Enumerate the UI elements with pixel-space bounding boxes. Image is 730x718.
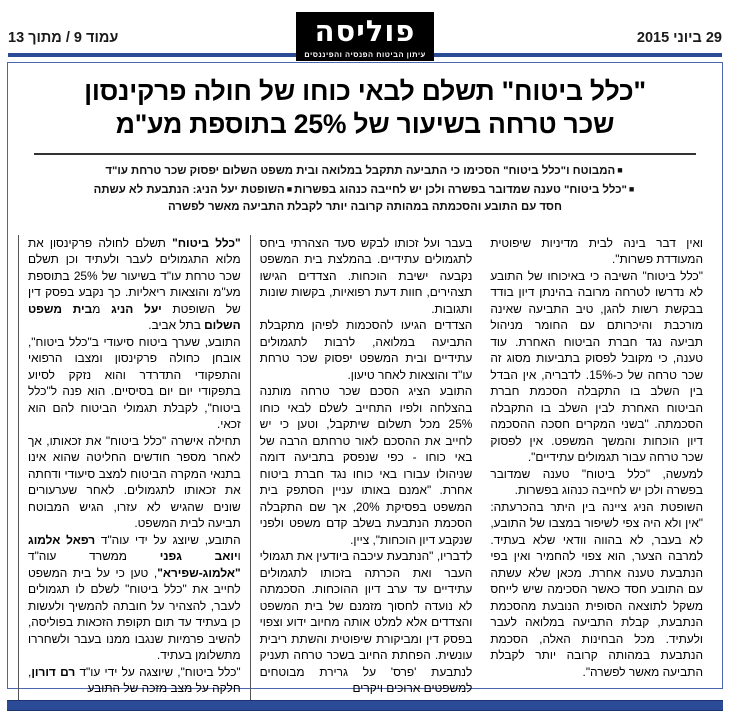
judge-name-bold: יעל הניג: [111, 301, 162, 316]
masthead-rule-right: [430, 53, 722, 57]
lead-in-bold: "כלל ביטוח": [172, 235, 241, 250]
bullet-text-2b: השופטת יעל הניג: הנתבעת לא עשתה: [93, 183, 285, 196]
publication-logo-text: פוליסה: [296, 12, 434, 50]
paragraph: "כלל ביטוח" השיבה כי באיכוחו של התובע לא נדרשו לטרחה מרובה בהינתן דיון בודד בבקשת רשות להגן, טיב התביעה שאינה מורכבת והיכרותם עם החומר מניהול תביעה נגד חברת הביטוח האחרת. עוד טענה, כי מקובל לפסוק בתביעות מסוג זה שכר טרחה של כ-15%. לדבריה, אין הבדל בין השלב בו התקבלה הסכמת חברת הביטוח האחרת לבין השלב בו התקבלה הסכמתה. "בשני המקרים חסכה ההסכמה דיון הוכחות והמשך המשפט. אין לפסוק שכר טרחה עבור תגמולים עתידיים".: [490, 268, 704, 464]
paragraph-text: "כלל ביטוח", שיוצגה על ידי עו"ד: [75, 664, 241, 679]
paragraph-text: , טען כי על בית המשפט לחייב את "כלל ביטוח" לשלם לו תגמולים לעבר, להצהיר על חובתה להמשיך ולעשות כן בעתיד עד תום תקופת הזכאות בפוליסה, להשיב פרמיות שנגבו ממנו בעבר ולשחררו מתשלומן בעתיד.: [28, 565, 241, 662]
publication-logo: [296, 12, 434, 61]
paragraph: ואין דבר בינה לבית מדיניות שיפוטית המעודדת פשרות".: [490, 235, 704, 266]
issue-date-label: 29 ביוני 2015: [636, 30, 722, 46]
lawyer-name-bold: יואב גפני: [159, 549, 238, 563]
publication-logo-subtitle: עיתון הביטוח הפנסיה והפיננסים: [296, 50, 434, 61]
lawyer-name-bold: רפאל אלמוג: [28, 532, 96, 547]
headline-divider: [34, 153, 696, 155]
bullet-line-2: [32, 181, 698, 200]
paragraph: [28, 664, 241, 697]
paragraph-text: ו: [237, 549, 241, 563]
paragraph-text: בתל אביב.: [148, 318, 205, 332]
article-headline: [8, 63, 722, 147]
paragraph: התובע הציג הסכם שכר טרחה מותנה בהצלחה ולפיו התחייב לשלם לבאי כוחו 25% מכל תשלום שיתקבל, וטען כי יש לחייב את ההסכם לאור טרחתם הרבה של באי כוחו - כפי שנפסק בתביעה דומה שניהולו עבורו באי כוחו נגד חברת ביטוח אחרת. "אמנם באותו עניין הסתפק בית המשפט בפסיקת 20%, אך שם התקבלה הסכמת הנתבעת בשלב קדם משפט ולפני שנקבע דיון הוכחות", ציין.: [259, 384, 473, 547]
paragraph: התובע, שערך ביטוח סיעודי ב"כלל ביטוח", אובחן כחולה פרקינסון ומצבו הרפואי והתפקודי התדרדר והוא נזקק לסיוע בתפקודי יום יום בסיסיים. הוא פנה ל"כלל ביטוח", לקבלת תגמולי הביטוח להם הוא זכאי.: [28, 334, 241, 431]
paragraph: לדבריו, "הנתבעת עיכבה ביודעין את תגמולי העבר ואת הכרתה בזכותו לתגמולים עתידיים עד ערב דיון ההוכחות. הסכמתה לא נועדה לחסוך מזמנם של בית המשפט והצדדים אלא למלט אותה מחיוב ידוע וצפוי בפסק דין ומביקורת שיפוטית והשתת ריבית עונשית. הפחתת החיוב בשכר טרחה תעניק לנתבעת 'פרס' על גרירת מבוטחים למשפטים ארוכים ויקרים: [259, 549, 473, 695]
page-number-label: עמוד 9 / מתוך 13: [8, 30, 119, 46]
paragraph: [28, 532, 241, 664]
masthead: [0, 0, 730, 58]
paragraph-text: מ: [92, 301, 112, 316]
paragraph-text: תשלם לחולה פרקינסון את מלוא התגמולים לעבר ולעתיד וכן תשלם שכר טרחת עו"ד בשיעור של 25% בתוספת מע"מ והוצאות ריאליות. כך נקבע בפסק דין של השופטת: [28, 235, 241, 316]
bullet-line-3: [32, 199, 698, 217]
law-firm-bold: "אלמוג-שפירא": [157, 565, 241, 580]
column-right: [18, 235, 250, 711]
article-subheadline-bullets: [8, 162, 722, 217]
bullet-text-1: המבוטח ו"כלל ביטוח" הסכימו כי התביעה תתקבל במלואה ובית משפט השלום יפסוק שכר טרחת עו"ד: [105, 165, 616, 177]
page-footer-bar: [7, 700, 723, 711]
paragraph: [28, 235, 241, 334]
headline-line-2: שכר טרחה בשיעור של 25% בתוספת מע"מ: [115, 109, 615, 139]
paragraph-text: התובע, שיוצג על ידי עוה"ד: [95, 532, 241, 547]
paragraph-text: , חלקה על מצב מזכה של התובע: [28, 664, 241, 695]
article-body-columns: [18, 235, 712, 711]
lawyer-name-bold: רם דורון: [31, 664, 76, 679]
paragraph: למעשה, "כלל ביטוח" טענה שמדובר בפשרה ולכן יש לחייבה כנהוג בפשרות.: [490, 466, 704, 497]
paragraph: תחילה אישרה "כלל ביטוח" את זכאותו, אך לאחר מספר חודשים החליטה שהוא אינו בתנאי המקרה הביטוח למצב סיעודי ודחתה את זכאותו לתגמולים. לאחר שערעורים שונים שהגיש לא עזרו, הגיש המבוטח תביעה לבית המשפט.: [28, 433, 241, 530]
masthead-rule-left: [8, 53, 300, 57]
paragraph-text: ממשרד עוה"ד: [28, 549, 160, 563]
column-left: [481, 235, 712, 711]
bullet-line-1: [32, 162, 698, 181]
headline-line-1: "כלל ביטוח" תשלם לבאי כוחו של חולה פרקינסון: [84, 76, 646, 106]
article-container: [7, 62, 723, 695]
paragraph: השופטת הניג ציינה בין היתר בהכרעתה: "אין ולא היה צפי לשיפור במצבו של התובע, לא בעבר, לא בהווה וודאי שלא בעתיד. למרבה הצער, הוא צפוי להחמיר ואין בפי הנתבעת טענה אחרת. מכאן שלא עשתה עם התובע חסד כאשר הסכימה שיש לייחס משקל לתוצאה הסופית הנובעת מהסכמת הנתבעת, קבלת התביעה במלואה לעבר ולעתיד. מכל הבחינות האלה, הסכמת הנתבעת במהותה קרובה יותר לקבלת התביעה מאשר לפשרה".: [490, 499, 704, 679]
bullet-marker-icon: ■: [628, 183, 635, 194]
column-middle: [250, 235, 482, 711]
bullet-text-3: חסד עם התובע והסכמתה במהותה קרובה יותר לקבלת התביעה מאשר לפשרה: [168, 201, 562, 213]
bullet-marker-icon: ■: [286, 183, 293, 194]
paragraph: הצדדים הגיעו להסכמות לפיהן מתקבלת התביעה במלואה, לרבות לתגמולים עתידיים ובית המשפט יפסוק שכר טרחת עו"ד והוצאות לאחר טיעון.: [259, 318, 473, 382]
bullet-marker-icon: ■: [617, 165, 623, 175]
paragraph: בעבר ועל זכותו לבקש סעד הצהרתי ביחס לתגמולים עתידיים. בהמלצת בית המשפט נקבעה ישיבת הוכחות. הצדדים הגישו תצהירים, חוות דעת רפואיות, בקשות שונות ותגובות.: [259, 235, 473, 316]
bullet-text-2: "כלל ביטוח" טענה שמדובר בפשרה ולכן יש לחייבה כנהוג בפשרות: [294, 183, 627, 196]
court-name-bold: בית משפט השלום: [28, 301, 241, 332]
